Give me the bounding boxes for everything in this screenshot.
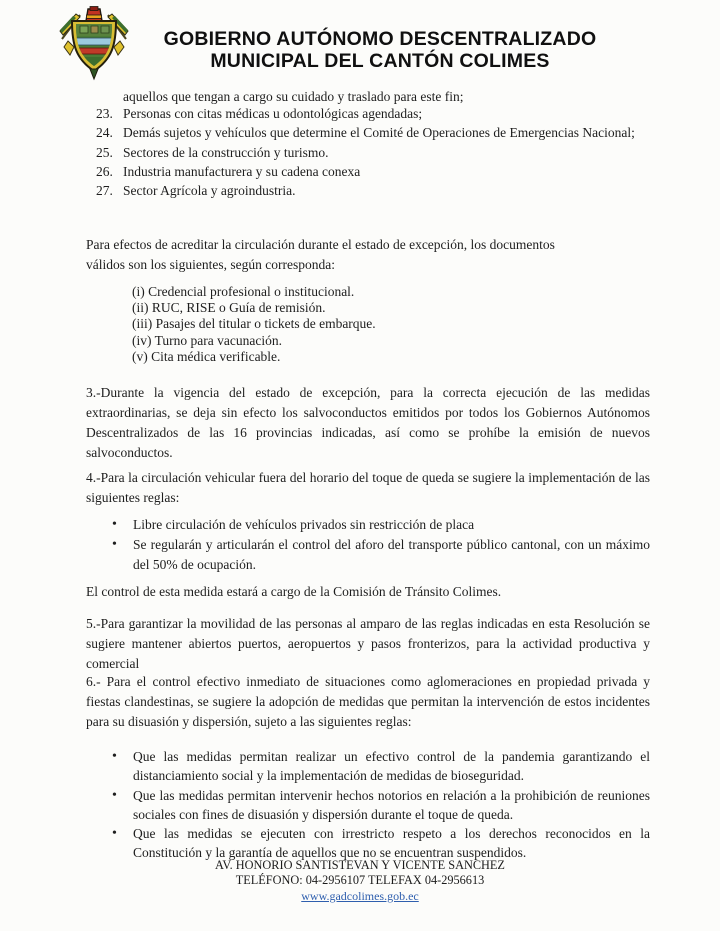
roman-list: [132, 284, 552, 365]
bullet-list-4: [110, 515, 650, 575]
roman-item: (v) Cita médica verificable.: [132, 348, 281, 364]
roman-item: (iii) Pasajes del titular o tickets de embarque.: [132, 316, 376, 332]
website-link[interactable]: www.gadcolimes.gob.ec: [301, 888, 419, 903]
roman-item: (i) Credencial profesional o institucional.: [132, 284, 355, 299]
paragraph-5: 5.-Para garantizar la movilidad de las personas al amparo de las reglas indicadas en esta Resolución se sugiere mantener abiertos puertos, aeropuertos y pasos fronterizos, para la actividad productiva y comercial: [86, 616, 650, 671]
item-text: Sectores de la construcción y turismo.: [123, 144, 329, 160]
bullet-item: • Que las medidas permitan realizar un efectivo control de la pandemia garantizando el distanciamiento social y la implementación de medidas de bioseguridad.: [110, 747, 650, 786]
item-text: Industria manufacturera y su cadena conexa: [123, 163, 361, 179]
roman-item: (iv) Turno para vacunación.: [132, 332, 282, 348]
hanging-continuation-line: aquellos que tengan a cargo su cuidado y traslado para este fin;: [123, 89, 464, 104]
roman-item: (ii) RUC, RISE o Guía de remisión.: [132, 300, 326, 316]
footer-website: [0, 889, 720, 904]
item-number: 25.: [96, 144, 113, 160]
item-text: Personas con citas médicas u odontológicas agendadas;: [123, 106, 423, 121]
bullet-item: • Se regularán y articularán el control del aforo del transporte público cantonal, con un máximo del 50% de ocupación.: [110, 535, 650, 575]
footer: [0, 858, 720, 904]
org-title-line2: MUNICIPAL DEL CANTÓN COLIMES: [210, 50, 550, 72]
page-title: [140, 28, 620, 72]
item-text: Sector Agrícola y agroindustria.: [123, 183, 296, 199]
item-number: 27.: [96, 183, 113, 199]
numbered-item: [96, 162, 650, 181]
org-title-line1: GOBIERNO AUTÓNOMO DESCENTRALIZADO: [163, 28, 597, 50]
paragraph-4: 4.-Para la circulación vehicular fuera del horario del toque de queda se sugiere la implementación de las siguientes reglas:: [86, 470, 650, 505]
numbered-item: [96, 181, 650, 200]
bullet-list-6: [110, 747, 650, 863]
item-number: 23.: [96, 106, 113, 121]
paragraph-control: El control de esta medida estará a cargo de la Comisión de Tránsito Colimes.: [86, 584, 502, 599]
item-number: 24.: [96, 125, 113, 141]
footer-address: AV. HONORIO SANTISTEVAN Y VICENTE SANCHEZ: [215, 858, 505, 872]
bullet-item: • Que las medidas se ejecuten con irrestricto respeto a los derechos reconocidos en la Constitución y la garantía de aquellos que no se encuentran suspendidos.: [110, 824, 650, 863]
item-number: 26.: [96, 163, 113, 179]
paragraph-3: 3.-Durante la vigencia del estado de excepción, para la correcta ejecución de las medidas extraordinarias, se deja sin efecto los salvoconductos emitidos por todos los Gobiernos Autónomos Descentralizados de las 16 provincias indicadas, así como se prohíbe la emisión de nuevos salvoconductos.: [86, 385, 650, 460]
numbered-item: [96, 123, 650, 142]
bullet-item: • Libre circulación de vehículos privados sin restricción de placa: [110, 515, 650, 535]
numbered-item: [96, 143, 650, 162]
coat-of-arms-icon: [50, 5, 138, 87]
paragraph-6: 6.- Para el control efectivo inmediato de situaciones como aglomeraciones en propiedad privada y fiestas clandestinas, se sugiere la adopción de medidas que permitan la intervención de estos incidentes para su disuasión y dispersión, sujeto a las siguientes reglas:: [86, 674, 650, 729]
paragraph-acreditar: Para efectos de acreditar la circulación durante el estado de excepción, los documentos válidos son los siguientes, según corresponda:: [86, 237, 555, 272]
footer-phone: TELÉFONO: 04-2956107 TELEFAX 04-2956613: [235, 873, 485, 888]
bullet-item: • Que las medidas permitan intervenir hechos notorios en relación a la prohibición de reuniones sociales con fines de disuasión y dispersión durante el toque de queda.: [110, 786, 650, 825]
numbered-item: [96, 104, 650, 123]
item-text: Demás sujetos y vehículos que determine el Comité de Operaciones de Emergencias Nacional;: [123, 125, 635, 141]
numbered-list: [96, 104, 650, 200]
